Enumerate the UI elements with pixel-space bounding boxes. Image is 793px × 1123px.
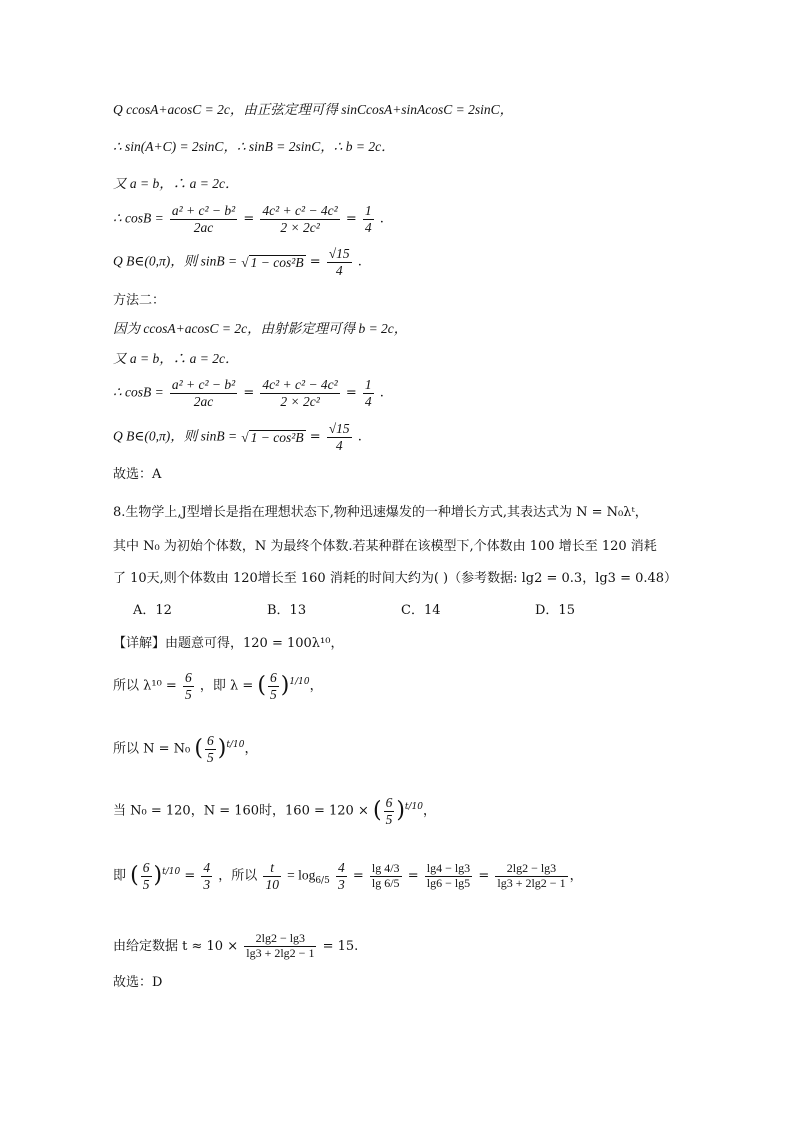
detail-line-2: 所以 λ¹⁰ = $\frac{6}{5}$ ，即 λ = ( $\frac{6}{5}$ )$^{1/10}$， [113,670,323,702]
option-b: B．13 [267,603,307,618]
detail-line-5: 即 ( $\frac{6}{5}$ )$^{t/10}$ = $\frac{4}{3}$ ，所以 $\frac{t}{10}$ = $\log_{6/5}$ $\frac{4}{3}$ = $\frac{\lg 4/3}{\lg 6/5}$ = $\frac{\lg 4 - \lg 3}{\lg 6 - \lg 5}$ = $\frac{2\lg 2 - \lg 3}{\lg 3 + 2\lg 2 - 1}$ ， [113,860,583,892]
sinB-equation-2: Q B∈(0,π)，则 sinB = √ 1 − cos²B = $\frac{√15}{4}$ . [113,421,362,453]
answer-d: 故选：D [113,975,163,990]
solution-line-1: Q ccosA+acosC = 2c，由正弦定理可得 sinCcosA+sinAcosC = 2sinC， [113,102,514,117]
method-two-heading: 方法二： [113,293,166,308]
question-8-line-3: 了 10天,则个体数由 120增长至 160 消耗的时间大约为( )（参考数据: lg2 = 0.3，lg3 = 0.48） [113,571,678,586]
fraction: $\frac{1}{4}$ [364,203,372,235]
fraction: $\frac{√15}{4}$ [328,421,350,453]
detail-line-1: 【详解】由题意可得，120 = 100λ¹⁰， [113,636,344,651]
solution-line-7: 又 a = b，∴ a = 2c． [113,351,239,366]
sinB-equation-1: Q B∈(0,π)，则 sinB = √ 1 − cos²B = $\frac{√15}{4}$ . [113,246,362,278]
detail-line-4: 当 N₀ = 120，N = 160时，160 = 120 × ( $\frac{6}{5}$ )$^{t/10}$， [113,795,437,827]
option-a: A．12 [133,603,172,618]
solution-line-6: 因为 ccosA+acosC = 2c，由射影定理可得 b = 2c， [113,321,408,336]
solution-line-2: ∴ sin(A+C) = 2sinC，∴ sinB = 2sinC，∴ b = 2c． [113,139,395,154]
fraction: $\frac{1}{4}$ [364,377,372,409]
option-c: C．14 [401,603,441,618]
options-row [133,604,669,617]
option-d: D．15 [535,603,575,618]
fraction: $\frac{\text{a² + c² − b²}}{2ac}$ [171,377,236,409]
fraction: $\frac{\text{4c² + c² − 4c²}}{\text{2 × 2c²}}$ [262,377,338,409]
question-8-line-2: 其中 N₀ 为初始个体数，N 为最终个体数.若某种群在该模型下,个体数由 100 增长至 120 消耗 [113,539,657,554]
fraction: $\frac{\text{a² + c² − b²}}{2ac}$ [171,203,236,235]
fraction: $\frac{\text{4c² + c² − 4c²}}{\text{2 × 2c²}}$ [262,203,338,235]
question-8-line-1: 8.生物学上,J型增长是指在理想状态下,物种迅速爆发的一种增长方式,其表达式为 N = N₀λᵗ， [113,505,648,520]
answer-a: 故选：A [113,467,162,482]
cosB-equation-2: ∴ cosB = $\frac{\text{a² + c² − b²}}{2ac}$ = $\frac{\text{4c² + c² − 4c²}}{\text{2 × 2c²}}$ = $\frac{1}{4}$ . [113,377,384,409]
detail-line-3: 所以 N = N₀ ( $\frac{6}{5}$ )$^{t/10}$， [113,733,258,765]
detail-line-6: 由给定数据 t ≈ 10 × $\frac{2\lg 2 - \lg 3}{\lg 3 + 2\lg 2 - 1}$ = 15. [113,931,359,960]
cosB-equation-1: ∴ cosB = $\frac{\text{a² + c² − b²}}{2ac}$ = $\frac{\text{4c² + c² − 4c²}}{\text{2 × 2c²}}$ = $\frac{1}{4}$ . [113,203,384,235]
fraction: $\frac{√15}{4}$ [328,246,350,278]
solution-line-3: 又 a = b，∴ a = 2c． [113,176,239,191]
